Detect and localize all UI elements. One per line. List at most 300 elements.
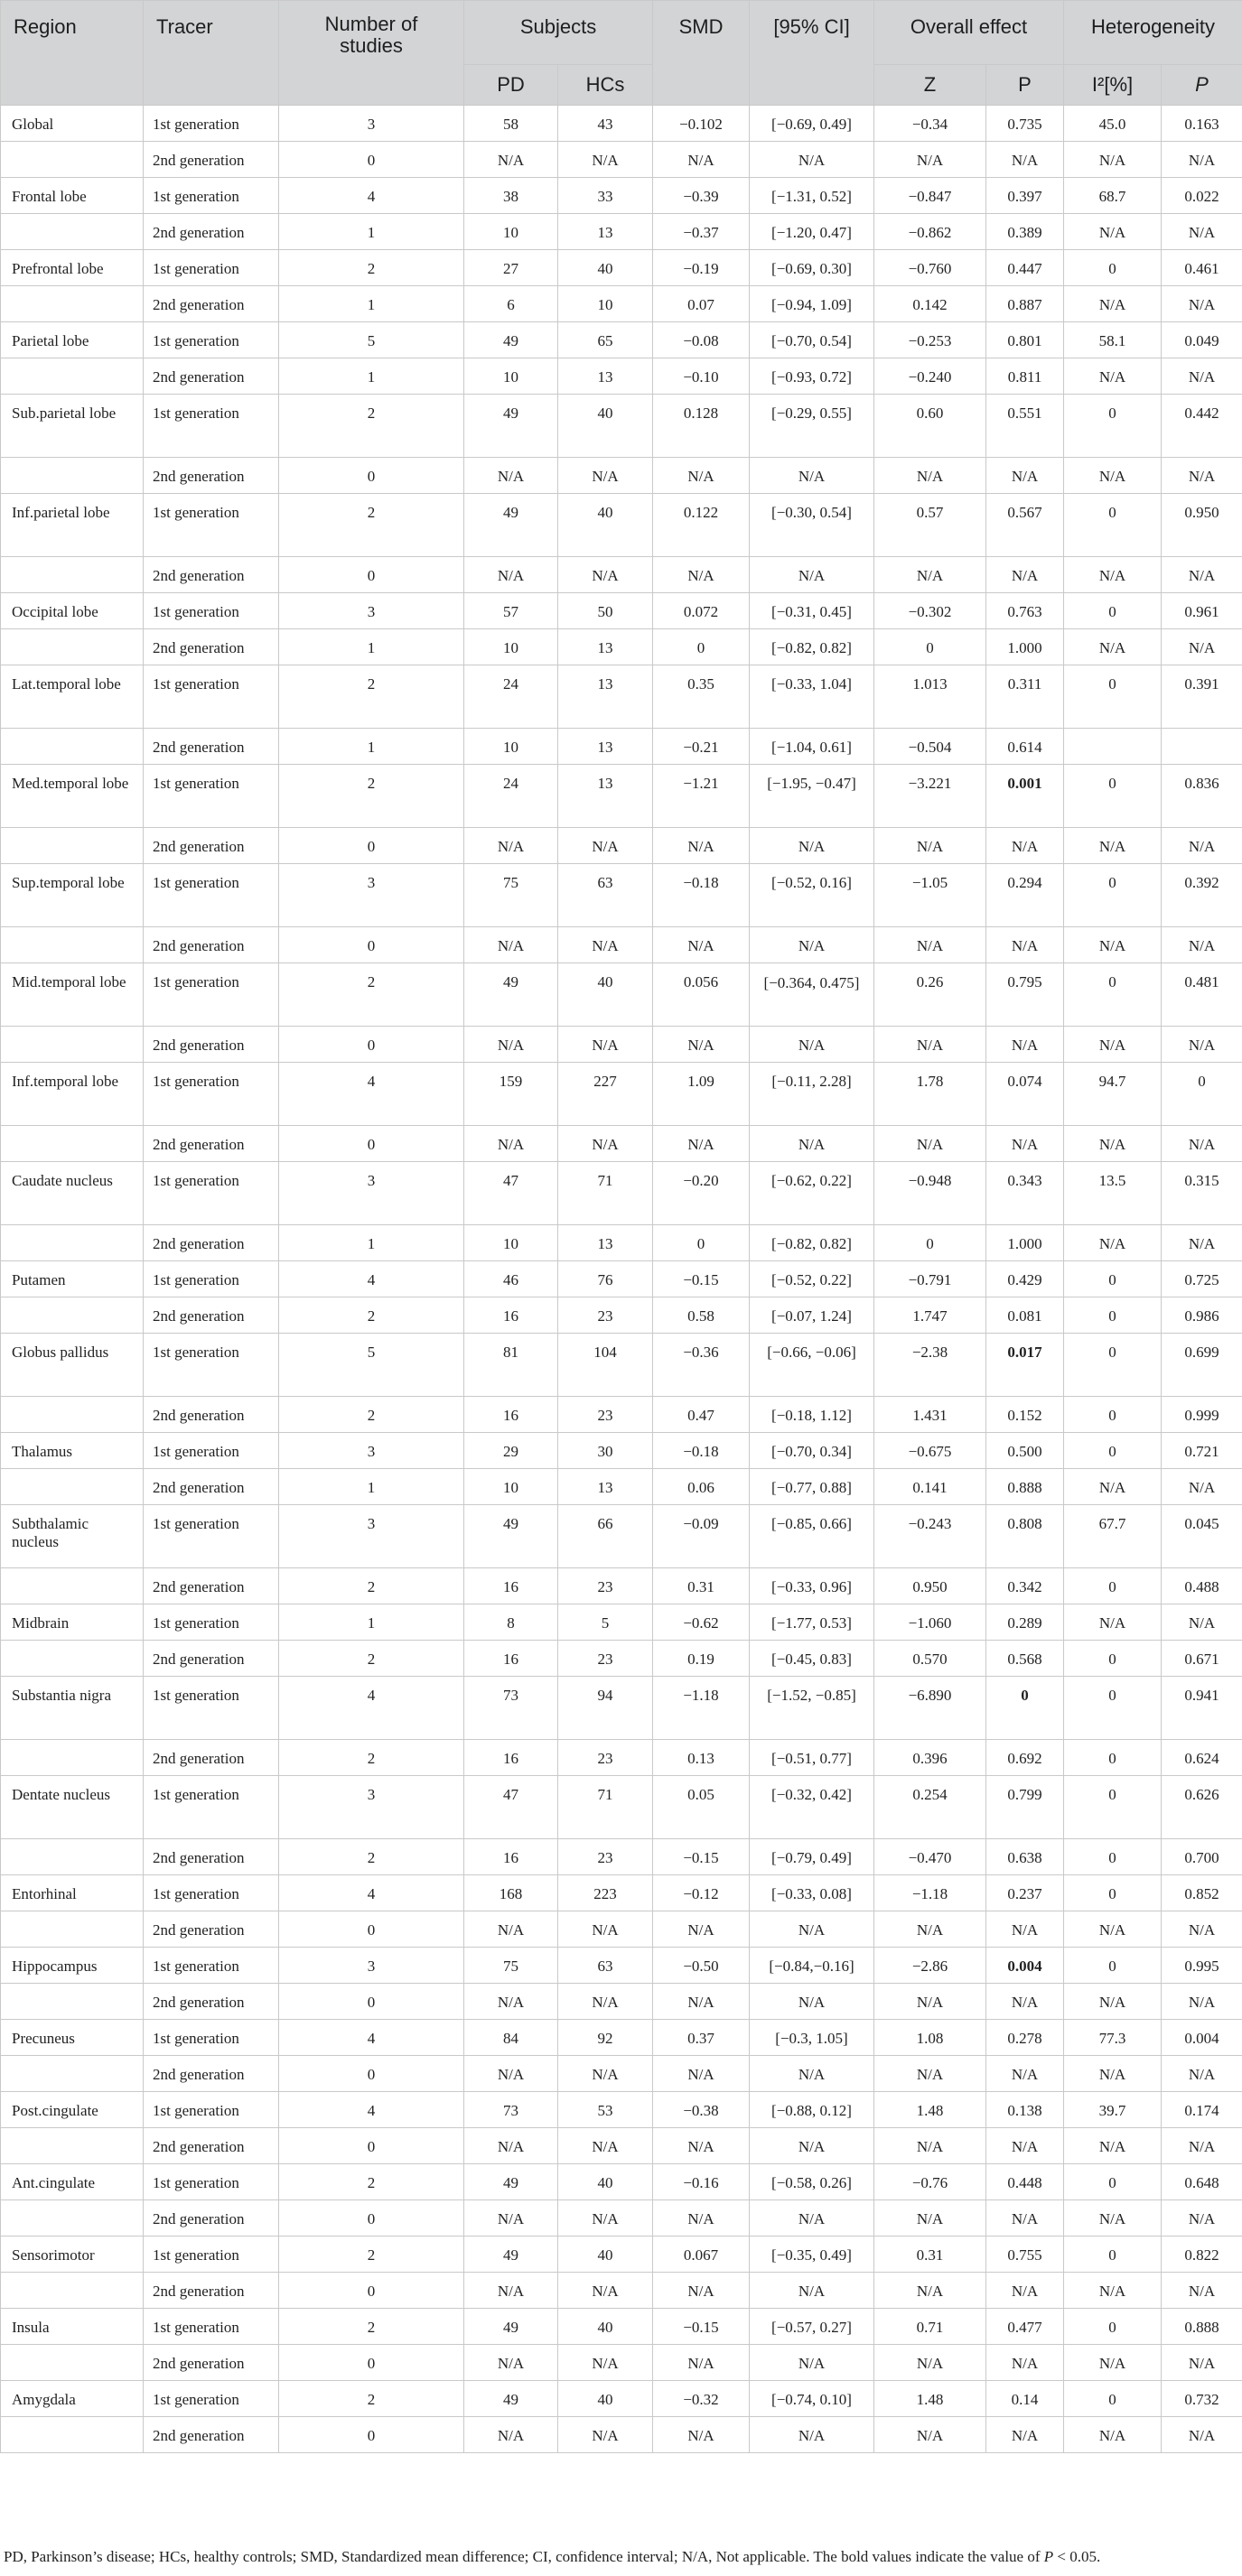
cell-p-heterogeneity: N/A xyxy=(1162,927,1242,963)
cell-hcs: 13 xyxy=(558,665,653,729)
cell-p: N/A xyxy=(986,1984,1064,2020)
cell-p-heterogeneity: 0.699 xyxy=(1162,1334,1242,1397)
cell-ci: [−0.70, 0.54] xyxy=(750,322,874,358)
cell-tracer: 1st generation xyxy=(144,765,279,828)
cell-z: N/A xyxy=(874,1027,986,1063)
table-row xyxy=(1,1063,1242,1126)
table-row xyxy=(1,2417,1242,2453)
cell-pd: 8 xyxy=(464,1604,558,1641)
cell-hcs: 33 xyxy=(558,178,653,214)
cell-pd: N/A xyxy=(464,927,558,963)
cell-z: −0.243 xyxy=(874,1505,986,1568)
cell-region xyxy=(1,2417,144,2453)
cell-p-heterogeneity: 0.852 xyxy=(1162,1875,1242,1911)
cell-p: 0.735 xyxy=(986,106,1064,142)
cell-p-heterogeneity: 0.488 xyxy=(1162,1568,1242,1604)
cell-p: 0.614 xyxy=(986,729,1064,765)
cell-hcs: 10 xyxy=(558,286,653,322)
header-heterogeneity: Heterogeneity xyxy=(1064,1,1242,65)
cell-number-of-studies: 1 xyxy=(279,629,464,665)
cell-tracer: 1st generation xyxy=(144,2092,279,2128)
cell-tracer: 2nd generation xyxy=(144,2056,279,2092)
cell-smd: −0.18 xyxy=(653,864,750,927)
cell-i2: 0 xyxy=(1064,1776,1162,1839)
cell-p: 0.138 xyxy=(986,2092,1064,2128)
cell-p: N/A xyxy=(986,2345,1064,2381)
cell-number-of-studies: 4 xyxy=(279,1063,464,1126)
cell-z: −0.470 xyxy=(874,1839,986,1875)
table-row xyxy=(1,358,1242,395)
cell-p: 0.152 xyxy=(986,1397,1064,1433)
cell-i2: 67.7 xyxy=(1064,1505,1162,1568)
cell-p: N/A xyxy=(986,2417,1064,2453)
cell-ci: N/A xyxy=(750,1027,874,1063)
cell-hcs: 40 xyxy=(558,963,653,1027)
cell-i2: 0 xyxy=(1064,1677,1162,1740)
cell-region xyxy=(1,629,144,665)
cell-tracer: 1st generation xyxy=(144,2381,279,2417)
cell-region xyxy=(1,458,144,494)
cell-ci: [−0.35, 0.49] xyxy=(750,2237,874,2273)
cell-region: Putamen xyxy=(1,1261,144,1297)
cell-i2: N/A xyxy=(1064,2056,1162,2092)
cell-smd: −0.20 xyxy=(653,1162,750,1225)
cell-p: 0.567 xyxy=(986,494,1064,557)
cell-i2: 0 xyxy=(1064,1875,1162,1911)
cell-i2: 0 xyxy=(1064,2381,1162,2417)
cell-z: 1.48 xyxy=(874,2381,986,2417)
cell-i2: 0 xyxy=(1064,1297,1162,1334)
cell-hcs: 92 xyxy=(558,2020,653,2056)
cell-z: 0.254 xyxy=(874,1776,986,1839)
cell-z: N/A xyxy=(874,2417,986,2453)
cell-pd: 29 xyxy=(464,1433,558,1469)
cell-z: 1.78 xyxy=(874,1063,986,1126)
cell-pd: N/A xyxy=(464,557,558,593)
cell-ci: [−0.30, 0.54] xyxy=(750,494,874,557)
cell-i2: 13.5 xyxy=(1064,1162,1162,1225)
table-row xyxy=(1,1162,1242,1225)
cell-number-of-studies: 0 xyxy=(279,2200,464,2237)
cell-ci: [−0.18, 1.12] xyxy=(750,1397,874,1433)
cell-p-heterogeneity: N/A xyxy=(1162,142,1242,178)
cell-p: 0.447 xyxy=(986,250,1064,286)
cell-i2: 58.1 xyxy=(1064,322,1162,358)
cell-region: Inf.parietal lobe xyxy=(1,494,144,557)
cell-i2: N/A xyxy=(1064,629,1162,665)
cell-number-of-studies: 2 xyxy=(279,494,464,557)
table-row xyxy=(1,1984,1242,2020)
cell-tracer: 2nd generation xyxy=(144,1027,279,1063)
cell-tracer: 1st generation xyxy=(144,395,279,458)
cell-smd: N/A xyxy=(653,2417,750,2453)
cell-smd: N/A xyxy=(653,1027,750,1063)
cell-z: 0.71 xyxy=(874,2309,986,2345)
cell-smd: −0.38 xyxy=(653,2092,750,2128)
cell-tracer: 1st generation xyxy=(144,494,279,557)
header-smd: SMD xyxy=(653,1,750,65)
cell-tracer: 1st generation xyxy=(144,1063,279,1126)
cell-hcs: 71 xyxy=(558,1162,653,1225)
cell-region: Caudate nucleus xyxy=(1,1162,144,1225)
cell-z: 1.431 xyxy=(874,1397,986,1433)
cell-number-of-studies: 0 xyxy=(279,2128,464,2164)
cell-ci: N/A xyxy=(750,2128,874,2164)
cell-z: −2.38 xyxy=(874,1334,986,1397)
cell-hcs: 76 xyxy=(558,1261,653,1297)
cell-number-of-studies: 5 xyxy=(279,1334,464,1397)
cell-tracer: 1st generation xyxy=(144,1261,279,1297)
table-row xyxy=(1,1334,1242,1397)
cell-number-of-studies: 4 xyxy=(279,1875,464,1911)
cell-p-heterogeneity: 0.392 xyxy=(1162,864,1242,927)
cell-z: −3.221 xyxy=(874,765,986,828)
table-row xyxy=(1,1261,1242,1297)
cell-pd: N/A xyxy=(464,2128,558,2164)
cell-tracer: 2nd generation xyxy=(144,142,279,178)
cell-smd: −0.19 xyxy=(653,250,750,286)
cell-i2: 0 xyxy=(1064,2164,1162,2200)
cell-p-heterogeneity: 0.481 xyxy=(1162,963,1242,1027)
cell-smd: N/A xyxy=(653,2200,750,2237)
cell-ci: [−0.79, 0.49] xyxy=(750,1839,874,1875)
cell-tracer: 2nd generation xyxy=(144,358,279,395)
header-number-of-studies: Number of studies xyxy=(279,1,464,65)
cell-p: 0.389 xyxy=(986,214,1064,250)
cell-hcs: 23 xyxy=(558,1641,653,1677)
cell-z: N/A xyxy=(874,927,986,963)
cell-p-heterogeneity: 0.163 xyxy=(1162,106,1242,142)
cell-region: Insula xyxy=(1,2309,144,2345)
cell-i2: 0 xyxy=(1064,864,1162,927)
cell-ci: [−0.52, 0.22] xyxy=(750,1261,874,1297)
cell-ci: [−0.69, 0.49] xyxy=(750,106,874,142)
cell-z: N/A xyxy=(874,2200,986,2237)
cell-region: Entorhinal xyxy=(1,1875,144,1911)
cell-number-of-studies: 3 xyxy=(279,1505,464,1568)
cell-i2: N/A xyxy=(1064,2128,1162,2164)
cell-region xyxy=(1,557,144,593)
cell-tracer: 1st generation xyxy=(144,1776,279,1839)
cell-tracer: 2nd generation xyxy=(144,458,279,494)
cell-tracer: 2nd generation xyxy=(144,557,279,593)
cell-region: Sup.temporal lobe xyxy=(1,864,144,927)
cell-number-of-studies: 0 xyxy=(279,2273,464,2309)
cell-i2: 0 xyxy=(1064,1397,1162,1433)
cell-p-heterogeneity: 0.725 xyxy=(1162,1261,1242,1297)
table-row xyxy=(1,1740,1242,1776)
cell-pd: 49 xyxy=(464,963,558,1027)
cell-pd: N/A xyxy=(464,2200,558,2237)
cell-pd: 49 xyxy=(464,2381,558,2417)
cell-i2: N/A xyxy=(1064,142,1162,178)
table-row xyxy=(1,1433,1242,1469)
table-row xyxy=(1,2237,1242,2273)
cell-ci: [−0.74, 0.10] xyxy=(750,2381,874,2417)
cell-smd: N/A xyxy=(653,2345,750,2381)
cell-number-of-studies: 0 xyxy=(279,458,464,494)
cell-region: Dentate nucleus xyxy=(1,1776,144,1839)
cell-i2 xyxy=(1064,729,1162,765)
cell-hcs: 13 xyxy=(558,729,653,765)
cell-hcs: N/A xyxy=(558,142,653,178)
cell-pd: 10 xyxy=(464,629,558,665)
cell-p-heterogeneity: N/A xyxy=(1162,1984,1242,2020)
table-row xyxy=(1,2309,1242,2345)
cell-z: 0.142 xyxy=(874,286,986,322)
header-z: Z xyxy=(874,65,986,106)
cell-number-of-studies: 2 xyxy=(279,963,464,1027)
cell-p: 0.568 xyxy=(986,1641,1064,1677)
cell-region xyxy=(1,2056,144,2092)
cell-tracer: 1st generation xyxy=(144,2237,279,2273)
cell-region: Globus pallidus xyxy=(1,1334,144,1397)
cell-hcs: 43 xyxy=(558,106,653,142)
cell-pd: N/A xyxy=(464,2273,558,2309)
cell-region xyxy=(1,358,144,395)
cell-pd: 57 xyxy=(464,593,558,629)
table-row xyxy=(1,2128,1242,2164)
table-row xyxy=(1,1505,1242,1568)
cell-number-of-studies: 0 xyxy=(279,927,464,963)
table-row xyxy=(1,729,1242,765)
cell-number-of-studies: 3 xyxy=(279,1948,464,1984)
cell-i2: 0 xyxy=(1064,1948,1162,1984)
cell-tracer: 1st generation xyxy=(144,1604,279,1641)
cell-region: Post.cingulate xyxy=(1,2092,144,2128)
cell-i2: N/A xyxy=(1064,2417,1162,2453)
cell-number-of-studies: 0 xyxy=(279,2417,464,2453)
cell-ci: N/A xyxy=(750,2417,874,2453)
table-row xyxy=(1,286,1242,322)
cell-region xyxy=(1,1225,144,1261)
cell-i2: N/A xyxy=(1064,1126,1162,1162)
table-row xyxy=(1,1604,1242,1641)
table-row xyxy=(1,1875,1242,1911)
cell-ci: [−0.69, 0.30] xyxy=(750,250,874,286)
cell-hcs: 23 xyxy=(558,1397,653,1433)
cell-p-heterogeneity: 0.004 xyxy=(1162,2020,1242,2056)
cell-pd: 81 xyxy=(464,1334,558,1397)
cell-z: N/A xyxy=(874,2345,986,2381)
cell-pd: 84 xyxy=(464,2020,558,2056)
cell-smd: 0.122 xyxy=(653,494,750,557)
cell-hcs: 223 xyxy=(558,1875,653,1911)
cell-pd: 47 xyxy=(464,1162,558,1225)
cell-ci: [−0.88, 0.12] xyxy=(750,2092,874,2128)
cell-smd: N/A xyxy=(653,2273,750,2309)
cell-smd: 0.47 xyxy=(653,1397,750,1433)
cell-pd: 16 xyxy=(464,1839,558,1875)
cell-ci: [−0.94, 1.09] xyxy=(750,286,874,322)
cell-ci: [−0.33, 0.96] xyxy=(750,1568,874,1604)
table-row xyxy=(1,557,1242,593)
table-row xyxy=(1,1397,1242,1433)
cell-hcs: N/A xyxy=(558,1126,653,1162)
cell-tracer: 2nd generation xyxy=(144,927,279,963)
cell-p-heterogeneity: N/A xyxy=(1162,1604,1242,1641)
cell-hcs: 13 xyxy=(558,629,653,665)
cell-region xyxy=(1,1839,144,1875)
cell-ci: [−1.31, 0.52] xyxy=(750,178,874,214)
header-region: Region xyxy=(1,1,144,65)
cell-smd: −1.18 xyxy=(653,1677,750,1740)
cell-ci: N/A xyxy=(750,2345,874,2381)
cell-number-of-studies: 1 xyxy=(279,1604,464,1641)
cell-i2: N/A xyxy=(1064,1469,1162,1505)
cell-i2: 0 xyxy=(1064,765,1162,828)
cell-region: Midbrain xyxy=(1,1604,144,1641)
cell-smd: −0.62 xyxy=(653,1604,750,1641)
cell-ci: [−0.82, 0.82] xyxy=(750,1225,874,1261)
cell-number-of-studies: 2 xyxy=(279,1397,464,1433)
cell-z: N/A xyxy=(874,557,986,593)
cell-p-heterogeneity: N/A xyxy=(1162,2345,1242,2381)
cell-region: Global xyxy=(1,106,144,142)
cell-region xyxy=(1,2273,144,2309)
cell-smd: 0.06 xyxy=(653,1469,750,1505)
table-row xyxy=(1,1297,1242,1334)
cell-z: 1.747 xyxy=(874,1297,986,1334)
cell-p: 0.397 xyxy=(986,178,1064,214)
cell-pd: N/A xyxy=(464,828,558,864)
cell-number-of-studies: 3 xyxy=(279,864,464,927)
cell-i2: 0 xyxy=(1064,665,1162,729)
cell-i2: N/A xyxy=(1064,2345,1162,2381)
header-ci-cont xyxy=(750,65,874,106)
cell-p: 0.799 xyxy=(986,1776,1064,1839)
cell-pd: 16 xyxy=(464,1568,558,1604)
cell-p: 0.074 xyxy=(986,1063,1064,1126)
cell-hcs: N/A xyxy=(558,1984,653,2020)
cell-smd: −0.15 xyxy=(653,1839,750,1875)
cell-p: N/A xyxy=(986,1027,1064,1063)
cell-i2: 0 xyxy=(1064,1334,1162,1397)
cell-i2: 0 xyxy=(1064,1568,1162,1604)
cell-z: −2.86 xyxy=(874,1948,986,1984)
cell-hcs: N/A xyxy=(558,2200,653,2237)
cell-hcs: 23 xyxy=(558,1839,653,1875)
cell-region: Sub.parietal lobe xyxy=(1,395,144,458)
cell-tracer: 2nd generation xyxy=(144,2345,279,2381)
cell-p-heterogeneity: 0.986 xyxy=(1162,1297,1242,1334)
cell-p-heterogeneity: N/A xyxy=(1162,1225,1242,1261)
cell-z: N/A xyxy=(874,1911,986,1948)
cell-ci: N/A xyxy=(750,1984,874,2020)
cell-tracer: 1st generation xyxy=(144,2164,279,2200)
cell-p: 0.811 xyxy=(986,358,1064,395)
cell-i2: N/A xyxy=(1064,286,1162,322)
cell-p-heterogeneity: 0.721 xyxy=(1162,1433,1242,1469)
cell-number-of-studies: 2 xyxy=(279,2381,464,2417)
cell-ci: N/A xyxy=(750,1126,874,1162)
cell-z: −0.948 xyxy=(874,1162,986,1225)
cell-region: Inf.temporal lobe xyxy=(1,1063,144,1126)
cell-p: 0.081 xyxy=(986,1297,1064,1334)
cell-p-heterogeneity: N/A xyxy=(1162,2273,1242,2309)
cell-smd: −0.12 xyxy=(653,1875,750,1911)
cell-smd: −0.21 xyxy=(653,729,750,765)
table-row xyxy=(1,214,1242,250)
cell-smd: N/A xyxy=(653,557,750,593)
cell-p-heterogeneity: N/A xyxy=(1162,2417,1242,2453)
table-row xyxy=(1,593,1242,629)
cell-p-heterogeneity xyxy=(1162,729,1242,765)
cell-i2: N/A xyxy=(1064,1984,1162,2020)
cell-hcs: 23 xyxy=(558,1568,653,1604)
cell-i2: N/A xyxy=(1064,1027,1162,1063)
cell-p: 0.343 xyxy=(986,1162,1064,1225)
cell-p: 0.14 xyxy=(986,2381,1064,2417)
cell-i2: N/A xyxy=(1064,458,1162,494)
table-row xyxy=(1,2020,1242,2056)
table-row xyxy=(1,1948,1242,1984)
cell-i2: N/A xyxy=(1064,927,1162,963)
table-row xyxy=(1,178,1242,214)
cell-ci: [−0.51, 0.77] xyxy=(750,1740,874,1776)
cell-ci: [−0.82, 0.82] xyxy=(750,629,874,665)
cell-pd: 16 xyxy=(464,1641,558,1677)
cell-i2: N/A xyxy=(1064,358,1162,395)
cell-pd: N/A xyxy=(464,142,558,178)
cell-tracer: 1st generation xyxy=(144,1334,279,1397)
cell-number-of-studies: 1 xyxy=(279,1469,464,1505)
cell-i2: 0 xyxy=(1064,250,1162,286)
cell-p: 0.638 xyxy=(986,1839,1064,1875)
cell-i2: N/A xyxy=(1064,1911,1162,1948)
cell-region: Ant.cingulate xyxy=(1,2164,144,2200)
cell-pd: N/A xyxy=(464,2345,558,2381)
cell-z: −6.890 xyxy=(874,1677,986,1740)
cell-hcs: N/A xyxy=(558,557,653,593)
cell-ci: [−0.66, −0.06] xyxy=(750,1334,874,1397)
cell-i2: 0 xyxy=(1064,1433,1162,1469)
cell-hcs: 66 xyxy=(558,1505,653,1568)
cell-region: Med.temporal lobe xyxy=(1,765,144,828)
cell-region xyxy=(1,1641,144,1677)
header-subjects: Subjects xyxy=(464,1,653,65)
table-row xyxy=(1,106,1242,142)
cell-hcs: N/A xyxy=(558,458,653,494)
cell-hcs: 40 xyxy=(558,2237,653,2273)
cell-z: −0.675 xyxy=(874,1433,986,1469)
cell-i2: 0 xyxy=(1064,494,1162,557)
cell-p: N/A xyxy=(986,2128,1064,2164)
cell-tracer: 1st generation xyxy=(144,665,279,729)
cell-ci: N/A xyxy=(750,828,874,864)
table-row xyxy=(1,1776,1242,1839)
cell-pd: 75 xyxy=(464,1948,558,1984)
cell-p-heterogeneity: N/A xyxy=(1162,629,1242,665)
cell-smd: N/A xyxy=(653,2056,750,2092)
cell-smd: 0.35 xyxy=(653,665,750,729)
table-row xyxy=(1,1677,1242,1740)
cell-z: N/A xyxy=(874,2273,986,2309)
table-row xyxy=(1,1225,1242,1261)
cell-z: −0.504 xyxy=(874,729,986,765)
cell-hcs: N/A xyxy=(558,828,653,864)
cell-tracer: 1st generation xyxy=(144,1433,279,1469)
cell-smd: 0.067 xyxy=(653,2237,750,2273)
cell-region: Sensorimotor xyxy=(1,2237,144,2273)
cell-z: 0.950 xyxy=(874,1568,986,1604)
cell-smd: 0 xyxy=(653,629,750,665)
table-row xyxy=(1,458,1242,494)
cell-region xyxy=(1,1469,144,1505)
cell-pd: 10 xyxy=(464,358,558,395)
cell-ci: [−0.58, 0.26] xyxy=(750,2164,874,2200)
cell-number-of-studies: 2 xyxy=(279,1297,464,1334)
